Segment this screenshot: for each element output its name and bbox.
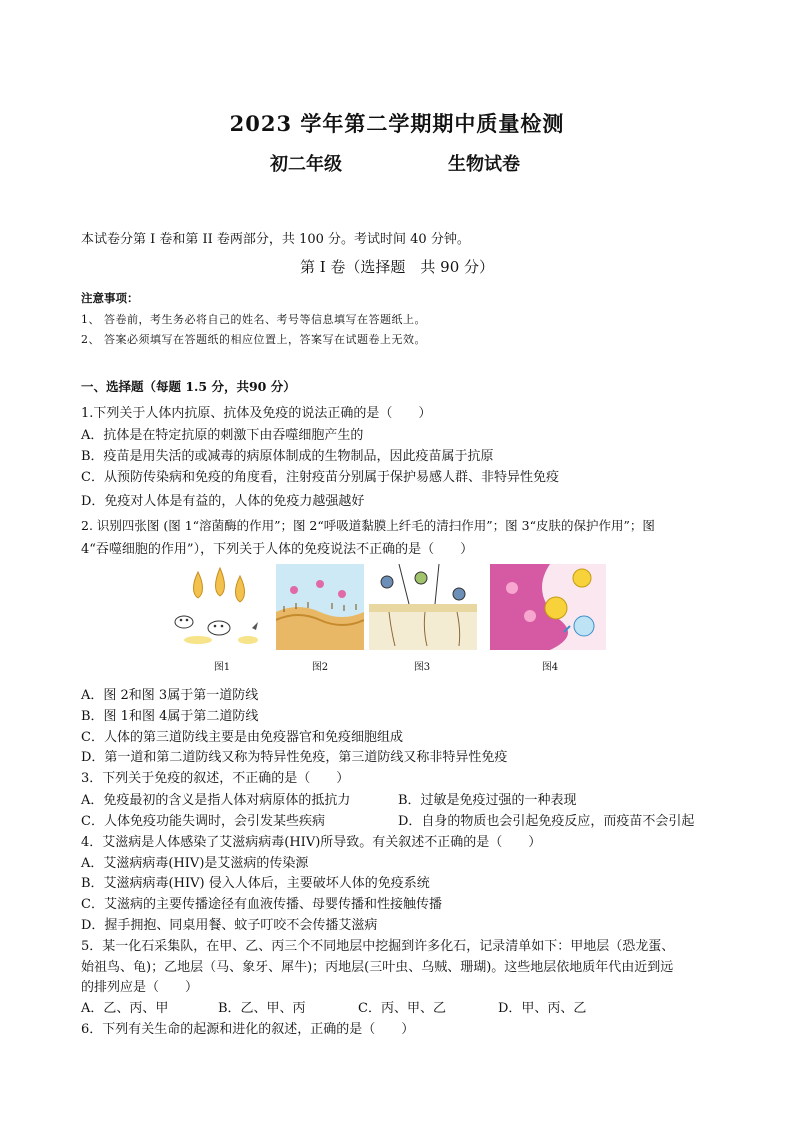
question-2-stem-line1: 2. 识别四张图 (图 1“溶菌酶的作用”；图 2“呼吸道黏膜上纤毛的清扫作用”；图 3“皮肤的保护作用”；图 bbox=[81, 518, 655, 533]
question-2-option-a: A．图 2和图 3属于第一道防线 bbox=[81, 688, 259, 703]
question-3-stem: 3．下列关于免疫的叙述，不正确的是（ ） bbox=[81, 771, 350, 786]
notice-item: 2、 答案必须填写在答题纸的相应位置上，答案写在试题卷上无效。 bbox=[81, 333, 426, 346]
question-3-option-a: A．免疫最初的含义是指人体对病原体的抵抗力 bbox=[81, 793, 351, 808]
figure-4-phagocyte bbox=[490, 564, 606, 650]
question-3-option-d: D．自身的物质也会引起免疫反应，而疫苗不会引起 bbox=[398, 814, 695, 829]
notice-heading: 注意事项： bbox=[81, 291, 139, 305]
question-1-option-b: B．疫苗是用失活的或减毒的病原体制成的生物制品，因此疫苗属于抗原 bbox=[81, 449, 494, 464]
question-4-option-a: A．艾滋病病毒(HIV)是艾滋病的传染源 bbox=[81, 856, 309, 871]
question-5-option-c: C．丙、甲、乙 bbox=[358, 1001, 446, 1016]
question-2-option-b: B．图 1和图 4属于第二道防线 bbox=[81, 709, 259, 724]
figure-3-skin bbox=[369, 564, 477, 650]
question-4-option-c: C．艾滋病的主要传播途径有血液传播、母婴传播和性接触传播 bbox=[81, 897, 442, 912]
question-5-option-a: A．乙、丙、甲 bbox=[81, 1001, 169, 1016]
question-4-option-d: D．握手拥抱、同桌用餐、蚊子叮咬不会传播艾滋病 bbox=[81, 918, 378, 933]
immune-figures bbox=[164, 564, 606, 676]
notice-item: 1、 答卷前，考生务必将自己的姓名、考号等信息填写在答题纸上。 bbox=[81, 313, 426, 326]
question-2-option-c: C．人体的第三道防线主要是由免疫器官和免疫细胞组成 bbox=[81, 730, 403, 745]
figure-1-label: 图1 bbox=[213, 662, 231, 673]
part1-title: 第 I 卷（选择题 共 90 分） bbox=[299, 258, 495, 276]
question-3-option-c: C．人体免疫功能失调时，会引发某些疾病 bbox=[81, 814, 325, 829]
question-5-stem-line3: 的排列应是（ ） bbox=[81, 980, 199, 995]
question-5-stem-line1: 5．某一化石采集队，在甲、乙、丙三个不同地层中挖掘到许多化石，记录清单如下：甲地层（恐龙蛋、 bbox=[81, 939, 675, 954]
exam-intro: 本试卷分第 I 卷和第 II 卷两部分，共 100 分。考试时间 40 分钟。 bbox=[81, 232, 470, 247]
question-1-option-c: C．从预防传染病和免疫的角度看，注射疫苗分别属于保护易感人群、非特异性免疫 bbox=[81, 470, 559, 485]
grade-label: 初二年级 bbox=[270, 154, 342, 175]
question-1-option-d: D．免疫对人体是有益的，人体的免疫力越强越好 bbox=[81, 494, 365, 509]
subject-label: 生物试卷 bbox=[448, 154, 520, 175]
question-5-option-b: B．乙、甲、丙 bbox=[218, 1001, 306, 1016]
figure-3-label: 图3 bbox=[413, 662, 431, 673]
figure-2-label: 图2 bbox=[311, 662, 329, 673]
question-1-stem: 1.下列关于人体内抗原、抗体及免疫的说法正确的是（ ） bbox=[81, 406, 432, 421]
question-2-stem-line2: 4“吞噬细胞的作用”），下列关于人体的免疫说法不正确的是（ ） bbox=[81, 542, 474, 557]
question-4-option-b: B．艾滋病病毒(HIV) 侵入人体后，主要破坏人体的免疫系统 bbox=[81, 876, 430, 891]
section-heading: 一、选择题（每题 1.5 分，共90 分） bbox=[81, 379, 296, 394]
question-6-stem: 6．下列有关生命的起源和进化的叙述，正确的是（ ） bbox=[81, 1022, 415, 1037]
question-4-stem: 4．艾滋病是人体感染了艾滋病病毒(HIV)所导致。有关叙述不正确的是（ ） bbox=[81, 835, 542, 850]
exam-title: 2023 学年第二学期期中质量检测 bbox=[229, 111, 565, 136]
question-1-option-a: A．抗体是在特定抗原的刺激下由吞噬细胞产生的 bbox=[81, 428, 364, 443]
figure-2-mucosa bbox=[276, 564, 364, 650]
figure-4-label: 图4 bbox=[541, 662, 559, 673]
question-5-stem-line2: 始祖鸟、龟)；乙地层（马、象牙、犀牛)；丙地层(三叶虫、乌贼、珊瑚)。这些地层依地质年代由近到远 bbox=[81, 960, 674, 975]
figure-1-lysozyme bbox=[164, 564, 264, 650]
question-5-option-d: D．甲、丙、乙 bbox=[498, 1001, 587, 1016]
question-2-option-d: D．第一道和第二道防线又称为特异性免疫，第三道防线又称非特异性免疫 bbox=[81, 750, 508, 765]
question-3-option-b: B．过敏是免疫过强的一种表现 bbox=[398, 793, 577, 808]
